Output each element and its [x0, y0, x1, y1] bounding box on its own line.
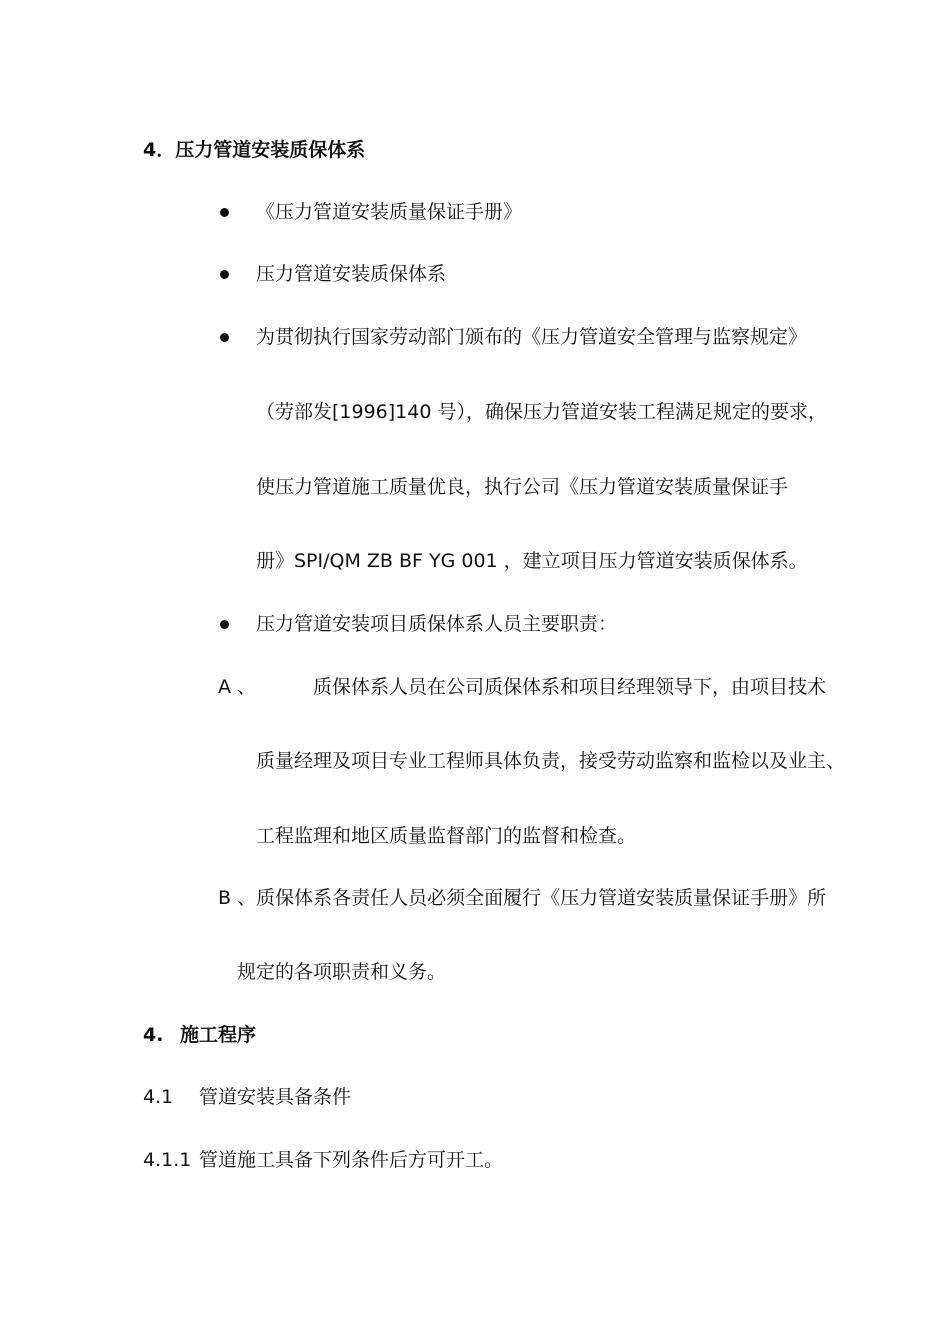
section-heading: 4．压力管道安装质保体系: [143, 139, 366, 161]
bullet-dot: [220, 270, 229, 279]
bullet-item-3-continuation: （劳部发[1996]140 号），确保压力管道安装工程满足规定的要求，: [256, 401, 827, 423]
bullet-dot: [220, 208, 229, 217]
bullet-dot: [220, 620, 229, 629]
item-a-marker: A 、: [218, 676, 257, 698]
section-heading-title: 施工程序: [180, 1024, 257, 1046]
bullet-item-1: 《压力管道安装质量保证手册》: [256, 201, 523, 223]
bullet-dot: [220, 333, 229, 342]
bullet-item-3: 为贯彻执行国家劳动部门颁布的《压力管道安全管理与监察规定》: [256, 326, 808, 348]
item-b-text: 规定的各项职责和义务。: [237, 961, 447, 983]
bullet-item-2: 压力管道安装质保体系: [256, 263, 447, 285]
item-a-text: 质量经理及项目专业工程师具体负责，接受劳动监察和监检以及业主、: [256, 750, 846, 772]
subsubsection-text: 管道施工具备下列条件后方可开工。: [199, 1149, 504, 1171]
bullet-item-3-continuation: 使压力管道施工质量优良，执行公司《压力管道安装质量保证手: [256, 476, 789, 498]
item-a-text: 质保体系人员在公司质保体系和项目经理领导下，由项目技术: [313, 676, 827, 698]
bullet-item-4: 压力管道安装项目质保体系人员主要职责：: [256, 613, 618, 635]
bullet-item-3-continuation: 册》SPI/QM ZB BF YG 001 ，建立项目压力管道安装质保体系。: [256, 550, 808, 572]
section-heading-number: 4.: [143, 1024, 164, 1046]
subsection-title: 管道安装具备条件: [199, 1086, 352, 1108]
subsection-number: 4.1: [143, 1086, 174, 1108]
item-b-text: B 、质保体系各责任人员必须全面履行《压力管道安装质量保证手册》所: [218, 887, 827, 909]
item-a-text: 工程监理和地区质量监督部门的监督和检查。: [256, 825, 637, 847]
subsubsection-number: 4.1.1: [143, 1149, 192, 1171]
